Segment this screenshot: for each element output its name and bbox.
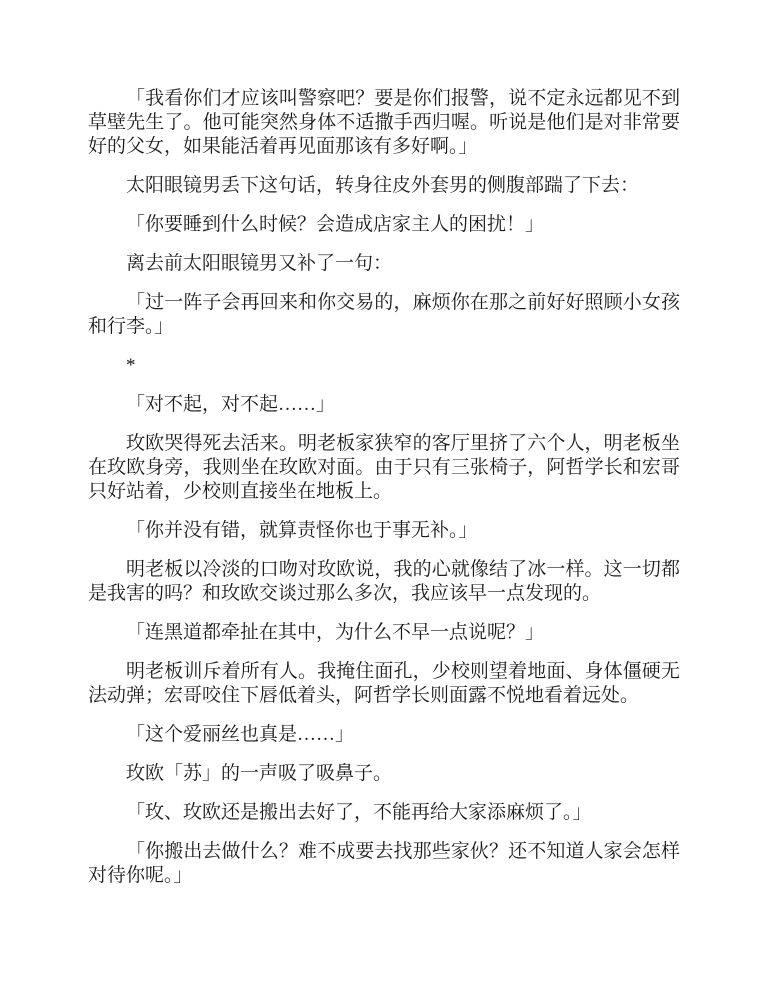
paragraph: 玫欧「苏」的一声吸了吸鼻子。 — [126, 763, 393, 784]
paragraph: 「玫、玫欧还是搬出去好了，不能再给大家添麻烦了。」 — [126, 802, 592, 823]
text-content — [88, 87, 680, 888]
paragraph: 「这个爱丽丝也真是……」 — [126, 724, 355, 745]
paragraph: 「连黑道都牵扯在其中，为什么不早一点说呢？」 — [126, 622, 545, 643]
paragraph: 明老板训斥着所有人。我掩住面孔，少校则望着地面、身体僵硬无法动弹；宏哥咬住下唇低着头，阿哲学长则面露不悦地看着远处。 — [88, 661, 680, 706]
section-break: * — [126, 355, 136, 376]
paragraph: 太阳眼镜男丢下这句话，转身往皮外套男的侧腹部踹了下去： — [126, 175, 640, 196]
paragraph: 「过一阵子会再回来和你交易的，麻烦你在那之前好好照顾小女孩和行李。」 — [88, 292, 680, 337]
paragraph: 「对不起，对不起……」 — [126, 394, 336, 415]
paragraph: 「你搬出去做什么？难不成要去找那些家伙？还不知道人家会怎样对待你呢。」 — [88, 841, 680, 886]
paragraph: 离去前太阳眼镜男又补了一句： — [126, 253, 393, 274]
paragraph: 明老板以冷淡的口吻对玫欧说，我的心就像结了冰一样。这一切都是我害的吗？和玫欧交谈过那么多次，我应该早一点发现的。 — [88, 559, 680, 604]
paragraph: 玫欧哭得死去活来。明老板家狭窄的客厅里挤了六个人，明老板坐在玫欧身旁，我则坐在玫欧对面。由于只有三张椅子，阿哲学长和宏哥只好站着，少校则直接坐在地板上。 — [88, 433, 680, 502]
paragraph: 「你并没有错，就算责怪你也于事无补。」 — [126, 520, 478, 541]
paragraph: 「你要睡到什么时候？会造成店家主人的困扰！」 — [126, 214, 545, 235]
paragraph: 「我看你们才应该叫警察吧？要是你们报警，说不定永远都见不到草壁先生了。他可能突然身体不适撒手西归喔。听说是他们是对非常要好的父女，如果能活着再见面那该有多好啊。」 — [88, 88, 680, 157]
